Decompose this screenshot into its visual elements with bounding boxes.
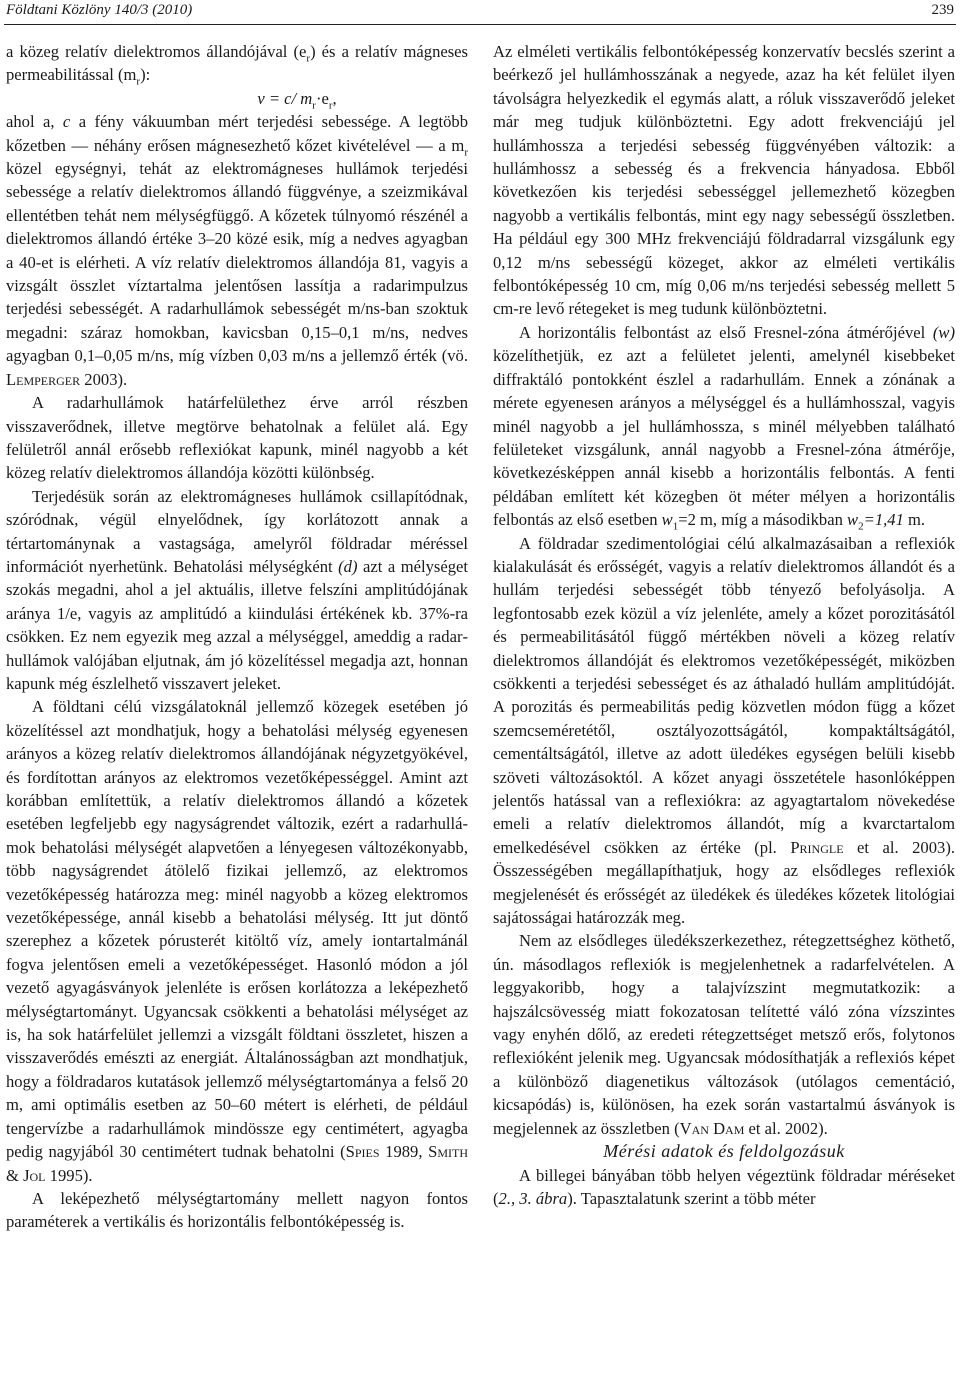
- left-column: [6, 40, 468, 1234]
- paragraph-reflection: A radarhullámok határfelülethez érve arról részben visszaverődnek, illetve megtörve behatolnak a felület alá. Egy felületről annál erősebb reflexiókat kapunk, minél nagyobb a két közeg relatív dielektromos állandója közötti különbség.: [6, 393, 468, 483]
- paragraph-vertical-resolution: Az elméleti vertikális felbontóképesség konzervatív becslés szerint a beérkező jel hullámhosszának a negyede, azaz ha két felület ilyen távolságra helyezkedik el egymás alatt, a róluk visszaverődő jeleket már meg tudjuk különböztetni. Egy adott frekvenciájú jel hullámhossza a terjedési sebesség függvényében változik: a hullámhossz a sebesség és a frekvencia hányadosa. Ebből következően kis terjedési sebességgel jellemezhető közegben nagyobb a vertikális felbontás, mint egy nagy sebességű összletben. Ha például egy 300 MHz frekvenciájú földradarral vizsgálunk egy 0,12 m/ns sebességű közeget, akkor az elméleti vertikális felbontóképesség 10 cm, míg 0,06 m/ns terjedési sebesség mellett 5 cm-re levő rétegeket is meg tudunk különböztetni.: [493, 42, 955, 319]
- citation: Lemperger: [6, 369, 81, 389]
- citation: Jol: [23, 1165, 46, 1185]
- velocity-equation: v = c/ $m_r\cdot e_r$,: [257, 88, 337, 112]
- journal-citation: Földtani Közlöny 140/3 (2010): [6, 2, 193, 18]
- paragraph-secondary-reflections: Nem az elsődleges üledékszerkezethez, rétegzettséghez köthető, ún. másodlagos reflexiók is megjelenhetnek a radarfelvételen. A leggyakoribb, hogy a talajvízszint megmutatkozik: a hajszálcsövesség miatt fokozatosan telítetté váló zóna vízszintes vagy enyhén dőlő, az eredeti rétegzettséget metsző erős, folytonos reflexióként jelenik meg. Ugyancsak módosíthatják a reflexiós képet a különböző diagenetikus változások (utólagos cementáció, kicsapódás) is, különösen, ha ezek során vastartalmú ásványok is megjelennek az összletben (Van Dam et al. 2002).: [493, 931, 955, 1138]
- paragraph-resolution-intro: A leképezhető mélységtartomány mellett nagyon fontos paraméterek a vertikális és horizontális felbontóképesség is.: [6, 1188, 468, 1232]
- page-number: 239: [931, 2, 954, 18]
- paragraph-penetration: A földtani célú vizsgálatoknál jellemző közegek esetében jó közelítéssel azt mondhatjuk, hogy a behatolási mélység egyenesen arányos a közeg relatív dielektromos állandójának négyzetgyökével, és fordítottan arányos az elektromos vezetőképességgel. Amint azt korábban említettük, a relatív dielektromos állandó a kőzetek esetében legfeljebb egy nagyságrendet változik, ezért a radarhullámok behatolási mélységét alapvetően a lényegesen változékonyabb, több nagyságrendet átölelő fizikai jellemző, az elektromos vezetőképesség határozza meg: minél nagyobb a közeg elektromos vezetőképessége, annál kisebb a behatolási mélység. Itt jut döntő szerephez a kőzetek pórusterét kitöltő víz, amely iontartalmánál fogva jelentősen emeli a vezetőképességet. Hasonló módon a jól vezető agyagásványok jelenléte is erősen korlátozza a leképezhető mélységtartományt. Ugyancsak csökkenti a behatolási mélységet az is, ha sok határfelület jellemzi a vizsgált földtani összletet, hiszen a visszaverődés emészti az energiát. Általánosságban azt mondhatjuk, hogy a földradaros kutatások jellemző mélységtartománya a felső 20 m, ami optimális esetben az 50–60 métert is elérheti, de például tengervízbe a radarhullámok mindössze egy centimétert, agyagba pedig nagyjából 30 centimétert tudnak behatolni (Spies 1989, Smith & Jol 1995).: [6, 697, 468, 1185]
- paragraph-sedimentology: A földradar szedimentológiai célú alkalmazásaiban a reflexiók kialakulását és erősségét, vagyis a relatív dielektromos állandót és a hullám terjedési sebességét több tényező befolyásolja. A legfontosabb ezek közül a víz jelenléte, amely a kőzet porozitásától és permeabilitásától függő mértékben növeli a közeg relatív dielektromos állandóját és elektromos vezetőképességét, miközben csökkenti a terjedési sebességet és az áthaladó hullám amplitúdóját. A porozitás és permeabilitás pedig közvetlen módon függ a kőzet szemcseméretétől, osztályozottságától, kompaktáltságától, cementáltságától, illetve az adott üledékes egységen belüli kisebb szöveti változásoktól. A kőzet anyagi összetétele hasonlóképpen jelentős hatással van a reflexiókra: az agyagtartalom növekedése emeli a relatív dielektromos állandót, míg a kvarctartalom emelkedésével csökken az értéke (pl. Pringle et al. 2003). Összességében megállapíthatjuk, hogy az elsődleges reflexiók megjelenését és erősségét az üledékek és üledékes kőzetek litológiai sajátosságai határozzák meg.: [493, 533, 955, 928]
- citation: Pringle: [790, 837, 844, 857]
- paragraph-attenuation: Terjedésük során az elektromágneses hullámok csillapítódnak, szóródnak, végül elnyelődnek, így korlátozott annak a tértartománynak a vastagsága, amelyről földradar méréssel információt nyerhetünk. Behatolási mélységként (d) azt a mélységet szokás megadni, ahol a jel aktuális, illetve felszíni amplitúdójának aránya 1/e, vagyis az amplitúdó a kiindulási értékének kb. 37%-ra csökken. Ez nem egyezik meg azzal a mélységgel, ameddig a radarhullámok valójában eljutnak, ám jó közelítéssel megadja azt, honnan kapunk még észlelhető visszavert jeleket.: [6, 486, 468, 693]
- paragraph-horizontal-resolution: A horizontális felbontást az első Fresnel-zóna átmérőjével (w) közelíthetjük, ez azt a felületet jelenti, amelynél kisebbeket diffraktáló pontokként észlel a radarhullám. Ennek a zónának a mérete egyenesen arányos a mélységgel és a hullámhosszal, vagyis minél nagyobb a jel hullámhossza, s minél mélyebben található felületeket vizsgálunk, annál nagyobb a Fresnel-zóna átmérője, következésképpen annál kisebb a horizontális felbontás. A fenti példában említett két közegben öt méter mélyen a horizontális felbontás az első esetben $w_1=2$ m, míg a másodikban $w_2=1,41$ m.: [493, 322, 955, 533]
- section-heading: Mérési adatok és feldolgozásuk: [603, 1141, 845, 1162]
- citation: Spies: [345, 1142, 380, 1162]
- citation: Van Dam: [679, 1118, 745, 1138]
- page-header: [4, 0, 956, 25]
- figure-reference: 2., 3. ábra: [498, 1188, 568, 1208]
- citation: Smith: [428, 1142, 468, 1162]
- right-column: [493, 40, 955, 1210]
- paragraph-velocity: a közeg relatív dielektromos állandójával $(e_r)$ és a relatív mágneses permeabilitással $(m_r)$: v = c/ $m_r\cdot e_r$, ahol a, c a fény vákuumban mért terjedési sebessége. A legtöbb kőzetben — néhány erősen mágnesezhető kőzet kivételével — a $m_r$ közel egységnyi, tehát az elektromágneses hullámok terjedési sebessége a relatív dielektromos állandó függvénye, a szeizmikával ellentétben tehát nem mélységfüggő. A kőzetek túlnyomó részénél a dielektromos állandó értéke 3–20 közé esik, míg a nedves agyagban a 40-et is elérheti. A víz relatív dielektromos állandója 81, vagyis a vizsgált összlet víztartalma jelentősen lassítja a radarimpulzus terjedési sebességét. A radarhullámok sebességét m/ns-ban szoktuk megadni: száraz homokban, kavicsban 0,15–0,1 m/ns, nedves agyagban 0,1–0,05 m/ns, míg vízben 0,03 m/ns a jellemző érték (vö. Lemperger 2003).: [6, 42, 469, 389]
- paragraph-measurements: A billegei bányában több helyen végeztünk földradar méréseket (2., 3. ábra). Tapasztalatunk szerint a több méter: [493, 1165, 955, 1208]
